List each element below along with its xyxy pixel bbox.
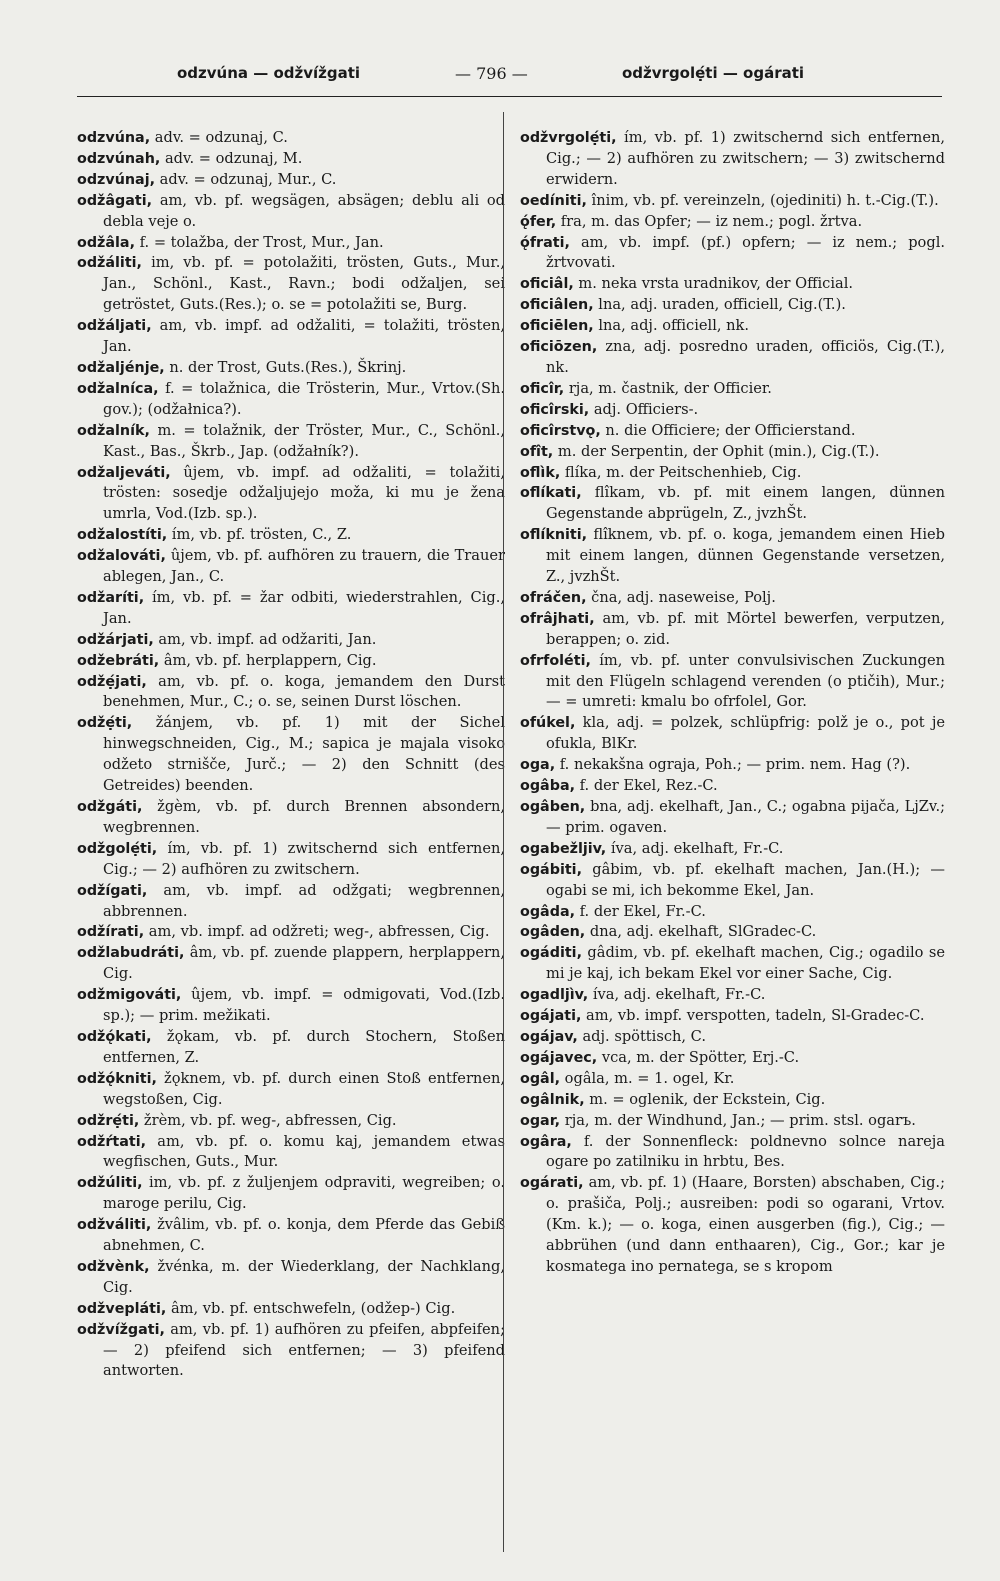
entry-headword: odžaljénje,: [77, 359, 165, 376]
entry-headword: odžalník,: [77, 422, 150, 439]
dictionary-entry: [520, 421, 945, 442]
dictionary-entry: [77, 672, 505, 714]
entry-headword: odžaríti,: [77, 589, 145, 606]
entry-headword: ofráčen,: [520, 589, 587, 606]
entry-definition: ogâla, m. = 1. ogel, Kr.: [560, 1069, 735, 1087]
entry-headword: odžlabudráti,: [77, 945, 185, 962]
entry-definition: lna, adj. officiell, nk.: [593, 317, 750, 335]
running-head: [77, 64, 940, 90]
entry-definition: gâbim, vb. pf. ekelhaft machen, Jan.(H.); — ogabi se mi, ich bekomme Ekel, Jan.: [546, 860, 945, 899]
entry-headword: ogâra,: [520, 1133, 572, 1150]
entry-definition: âm, vb. pf. zuende plappern, herplappern, Cig.: [103, 944, 505, 983]
dictionary-entry: [77, 379, 505, 421]
entry-headword: ogâl,: [520, 1070, 561, 1087]
dictionary-entry: [77, 588, 505, 630]
entry-headword: ogâben,: [520, 799, 586, 815]
dictionary-entry: [77, 881, 505, 923]
entry-headword: ǫ́fer,: [520, 213, 557, 230]
dictionary-entry: [77, 1132, 505, 1174]
entry-headword: oficîrstvǫ,: [520, 422, 601, 439]
dictionary-entry: [77, 233, 505, 254]
dictionary-entry: [77, 1069, 505, 1111]
column-divider: [503, 112, 504, 1552]
entry-definition: am, vb. impf. (pf.) opfern; — iz nem.; pogl. žrtvovati.: [546, 233, 945, 272]
dictionary-entry: [520, 483, 945, 525]
dictionary-entry: [520, 337, 945, 379]
entry-headword: oflìk,: [520, 464, 561, 481]
dictionary-entry: [520, 1006, 945, 1027]
dictionary-entry: [520, 985, 945, 1006]
entry-definition: âm, vb. pf. herplappern, Cig.: [159, 651, 377, 669]
entry-definition: am, vb. pf. wegsägen, absägen; deblu ali od debla veje o.: [103, 191, 505, 230]
entry-headword: oga,: [520, 757, 556, 774]
entry-definition: gâdim, vb. pf. ekelhaft machen, Cig.; ogadilo se mi je kaj, ich bekam Ekel vor einer Sache, Cig.: [546, 944, 945, 983]
entry-headword: oficîrski,: [520, 401, 590, 418]
dictionary-entry: [77, 358, 505, 379]
entry-headword: odžŕtati,: [77, 1133, 147, 1150]
entry-headword: odžaljeváti,: [77, 464, 171, 481]
entry-definition: íva, adj. ekelhaft, Fr.-C.: [588, 986, 766, 1004]
entry-headword: odžgáti,: [77, 799, 143, 815]
dictionary-entry: [520, 1132, 945, 1174]
entry-headword: odžárjati,: [77, 631, 154, 648]
entry-definition: bna, adj. ekelhaft, Jan., C.; ogabna pijača, LjZv.; — prim. ogaven.: [546, 798, 945, 836]
entry-headword: odžẹ́jati,: [77, 673, 147, 690]
entry-definition: âm, vb. pf. entschwefeln, (odžep-) Cig.: [166, 1299, 456, 1317]
entry-definition: am, vb. impf. ad odžariti, Jan.: [153, 630, 377, 648]
entry-headword: odžáljati,: [77, 318, 152, 335]
dictionary-entry: [520, 525, 945, 588]
entry-headword: ofît,: [520, 443, 554, 460]
entry-headword: oficiōzen,: [520, 339, 598, 356]
entry-headword: odžǫ́kati,: [77, 1028, 152, 1045]
entry-headword: ogâba,: [520, 778, 576, 795]
entry-definition: am, vb. pf. o. komu kaj, jemandem etwas wegfischen, Guts., Mur.: [103, 1132, 505, 1171]
entry-headword: odžebráti,: [77, 652, 160, 669]
entry-definition: ím, vb. pf. unter convulsivischen Zuckungen mit den Flügeln schlagend verenden (o ptičih), Mur.; — = umreti: kmalu bo ofrfolel, Gor.: [546, 651, 945, 711]
entry-headword: odžírati,: [77, 924, 145, 941]
dictionary-entry: [520, 295, 945, 316]
entry-definition: žánjem, vb. pf. 1) mit der Sichel hinwegschneiden, Cig., M.; sapica je majala visoko odžeto strnišče, Jurč.; — 2) den Schnitt (des Getreides) beenden.: [103, 714, 505, 795]
entry-headword: ogâden,: [520, 924, 586, 941]
dictionary-entry: [77, 1173, 505, 1215]
entry-definition: am, vb. impf. verspotten, tadeln, Sl-Gradec-C.: [581, 1007, 925, 1025]
entry-headword: odžmigováti,: [77, 987, 182, 1004]
entry-headword: ogadljìv,: [520, 987, 589, 1004]
entry-definition: flîknem, vb. pf. o. koga, jemandem einen Hieb mit einem langen, dünnen Gegenstande versetzen, Z., jvzhŠt.: [546, 526, 945, 586]
entry-definition: im, vb. pf. = potolažiti, trösten, Guts., Mur., Jan., Schönl., Kast., Ravn.; bodi odžaljen, sei getröstet, Guts.(Res.); o. se = potolažiti se, Burg.: [103, 254, 505, 314]
dictionary-entry: [520, 588, 945, 609]
entry-headword: odžváliti,: [77, 1217, 152, 1234]
dictionary-entry: [77, 797, 505, 839]
entry-definition: žǫknem, vb. pf. durch einen Stoß entfernen, wegstoßen, Cig.: [103, 1069, 505, 1108]
entry-definition: f. = tolažba, der Trost, Mur., Jan.: [135, 233, 384, 251]
dictionary-entry: [520, 442, 945, 463]
entry-headword: odžgolẹ́ti,: [77, 840, 158, 857]
dictionary-entry: [77, 1027, 505, 1069]
entry-definition: žrèm, vb. pf. weg-, abfressen, Cig.: [139, 1111, 397, 1129]
header-first-headword: odzvúna — odžvížgati: [177, 64, 361, 82]
entry-headword: odžígati,: [77, 882, 148, 899]
entry-definition: kla, adj. = polzek, schlüpfrig: polž je o., pot je ofukla, BlKr.: [546, 714, 945, 753]
dictionary-entry: [77, 713, 505, 797]
entry-definition: žgèm, vb. pf. durch Brennen absondern, wegbrennen.: [103, 798, 505, 836]
entry-definition: am, vb. impf. ad odžreti; weg-, abfressen, Cig.: [144, 923, 490, 941]
entry-definition: čna, adj. naseweise, Polj.: [586, 588, 776, 606]
entry-definition: ûjem, vb. pf. aufhören zu trauern, die Trauer ablegen, Jan., C.: [103, 547, 505, 586]
entry-definition: ím, vb. pf. 1) zwitschernd sich entfernen, Cig.; — 2) aufhören zu zwitschern.: [103, 839, 505, 878]
dictionary-entry: [520, 713, 945, 755]
dictionary-entry: [520, 609, 945, 651]
entry-definition: lna, adj. uraden, officiell, Cig.(T.).: [593, 296, 846, 314]
entry-headword: odžẹ́ti,: [77, 715, 133, 732]
entry-definition: am, vb. pf. 1) (Haare, Borsten) abschaben, Cig.; o. prašiča, Polj.; ausreiben: podi so ogarani, Vrtov.(Km. k.); — o. koga, einen ausgerben (fig.), Cig.; — abbrühen (und dann enthaaren), Cig., Gor.; kar je kosmatega ino pernatega, se s kropom: [546, 1174, 945, 1275]
entry-headword: ogar,: [520, 1112, 561, 1129]
entry-headword: odzvúna,: [77, 130, 151, 146]
dictionary-entry: [520, 316, 945, 337]
entry-definition: adj. Officiers-.: [589, 400, 699, 418]
dictionary-entry: [77, 149, 505, 170]
dictionary-entry: [77, 1111, 505, 1132]
entry-headword: odžǫ́kniti,: [77, 1070, 157, 1087]
dictionary-entry: [520, 233, 945, 275]
entry-definition: žǫkam, vb. pf. durch Stochern, Stoßen entfernen, Z.: [103, 1027, 505, 1066]
entry-definition: ím, vb. pf. trösten, C., Z.: [167, 526, 352, 544]
entry-headword: odžalostíti,: [77, 527, 168, 544]
entry-definition: m. neka vrsta uradnikov, der Official.: [573, 275, 854, 293]
dictionary-entry: [77, 651, 505, 672]
entry-headword: oficiēlen,: [520, 318, 594, 335]
dictionary-entry: [77, 922, 505, 943]
entry-headword: odžúliti,: [77, 1175, 143, 1192]
entry-headword: ogájavec,: [520, 1049, 598, 1066]
entry-definition: am, vb. pf. o. koga, jemandem den Durst benehmen, Mur., C.; o. se, seinen Durst löschen.: [103, 672, 505, 711]
entry-definition: f. nekakšna ograja, Poh.; — prim. nem. Hag (?).: [555, 756, 911, 774]
dictionary-entry: [520, 755, 945, 776]
dictionary-entry: [77, 985, 505, 1027]
entry-definition: m. der Serpentin, der Ophit (min.), Cig.(T.).: [553, 442, 880, 460]
entry-definition: adj. spöttisch, C.: [577, 1027, 706, 1045]
entry-headword: oflíkati,: [520, 485, 582, 502]
entry-headword: ǫ́frati,: [520, 234, 570, 251]
entry-headword: ogáditi,: [520, 945, 583, 962]
entry-definition: ím, vb. pf. = žar odbiti, wiederstrahlen, Cig., Jan.: [103, 588, 505, 627]
entry-headword: odžalováti,: [77, 548, 166, 565]
dictionary-entry: [520, 943, 945, 985]
entry-definition: zna, adj. posredno uraden, officiös, Cig.(T.), nk.: [546, 338, 945, 376]
dictionary-entry: [520, 1069, 945, 1090]
entry-headword: odžáliti,: [77, 255, 142, 272]
entry-headword: oedíniti,: [520, 192, 587, 209]
dictionary-entry: [520, 191, 945, 212]
dictionary-entry: [520, 902, 945, 923]
entry-headword: ogábiti,: [520, 861, 583, 878]
entry-definition: am, vb. impf. ad odžgati; wegbrennen, abbrennen.: [103, 881, 505, 920]
entry-definition: žvâlim, vb. pf. o. konja, dem Pferde das Gebiß abnehmen, C.: [103, 1216, 505, 1255]
entry-headword: odzvúnah,: [77, 150, 161, 167]
entry-definition: am, vb. pf. 1) aufhören zu pfeifen, abpfeifen; — 2) pfeifend sich entfernen; — 3) pfeifend antworten.: [103, 1320, 505, 1380]
entry-headword: ogâda,: [520, 903, 576, 920]
entry-headword: oflíkniti,: [520, 527, 588, 544]
entry-definition: ûjem, vb. impf. ad odžaliti, = tolažiti, trösten: sosedje odžaljujejo moža, ki mu je žena umrla, Vod.(Izb. sp.).: [103, 463, 505, 523]
dictionary-entry: [520, 379, 945, 400]
entry-definition: adv. = odzunaj, Mur., C.: [155, 170, 337, 188]
dictionary-entry: [520, 274, 945, 295]
dictionary-entry: [520, 839, 945, 860]
dictionary-entry: [520, 463, 945, 484]
entry-definition: n. die Officiere; der Officierstand.: [600, 421, 856, 439]
entry-headword: odžvrgolẹ́ti,: [520, 130, 617, 146]
entry-definition: adv. = odzunaj, M.: [160, 149, 303, 167]
entry-headword: odžâgati,: [77, 192, 153, 209]
dictionary-entry: [520, 400, 945, 421]
entry-definition: m. = tolažnik, der Tröster, Mur., C., Schönl., Kast., Bas., Škrb., Jap. (odžałník?).: [103, 421, 505, 460]
entry-headword: oficiâlen,: [520, 297, 594, 314]
entry-headword: ogájav,: [520, 1028, 578, 1045]
dictionary-entry: [520, 797, 945, 839]
dictionary-entry: [77, 463, 505, 526]
dictionary-entry: [77, 1215, 505, 1257]
dictionary-entry: [77, 630, 505, 651]
entry-headword: ofrâjhati,: [520, 610, 595, 627]
entry-headword: ogabežljiv,: [520, 840, 607, 857]
entry-headword: oficiâl,: [520, 276, 574, 293]
dictionary-entry: [520, 212, 945, 233]
entry-headword: odzvúnaj,: [77, 171, 156, 188]
header-rule: [77, 96, 942, 97]
entry-headword: oficîr,: [520, 380, 565, 397]
entry-definition: f. der Sonnenfleck: poldnevno solnce nareja ogare po zatilniku in hrbtu, Bes.: [546, 1132, 945, 1171]
dictionary-entry: [520, 1090, 945, 1111]
entry-definition: m. = oglenik, der Eckstein, Cig.: [584, 1090, 826, 1108]
dictionary-entry: [77, 128, 505, 149]
entry-definition: rja, m. der Windhund, Jan.; — prim. stsl. ogarъ.: [560, 1111, 916, 1129]
entry-headword: ogárati,: [520, 1175, 584, 1192]
entry-headword: odžvènk,: [77, 1258, 150, 1275]
dictionary-entry: [77, 1257, 505, 1299]
dictionary-entry: [520, 860, 945, 902]
entry-definition: am, vb. pf. mit Mörtel bewerfen, verputzen, berappen; o. zid.: [546, 609, 945, 648]
header-last-headword: odžvrgolẹ́ti — ogárati: [622, 64, 805, 82]
dictionary-entry: [520, 1048, 945, 1069]
dictionary-entry: [520, 776, 945, 797]
dictionary-entry: [77, 1299, 505, 1320]
entry-definition: im, vb. pf. z žuljenjem odpraviti, wegreiben; o. maroge perilu, Cig.: [103, 1174, 505, 1213]
entry-headword: ofúkel,: [520, 715, 576, 732]
dictionary-entry: [520, 1173, 945, 1278]
dictionary-entry: [520, 651, 945, 714]
dictionary-entry: [520, 1027, 945, 1048]
entry-headword: odžâla,: [77, 234, 136, 251]
entry-definition: vca, m. der Spötter, Erj.-C.: [597, 1048, 800, 1066]
entry-headword: ogâlnik,: [520, 1091, 585, 1108]
entry-definition: înim, vb. pf. vereinzeln, (ojediniti) h. t.-Cig.(T.).: [586, 191, 939, 209]
dictionary-entry: [77, 191, 505, 233]
right-column: [520, 128, 945, 1278]
entry-definition: am, vb. impf. ad odžaliti, = tolažiti, trösten, Jan.: [103, 317, 505, 356]
dictionary-entry: [77, 316, 505, 358]
entry-headword: odžvížgati,: [77, 1321, 165, 1338]
entry-definition: n. der Trost, Guts.(Res.), Škrinj.: [164, 358, 407, 376]
left-column: [77, 128, 505, 1382]
dictionary-entry: [77, 170, 505, 191]
page-number: — 796 —: [455, 64, 528, 83]
entry-headword: odžalníca,: [77, 380, 159, 397]
entry-definition: íva, adj. ekelhaft, Fr.-C.: [606, 839, 784, 857]
entry-definition: ûjem, vb. impf. = odmigovati, Vod.(Izb. sp.); — prim. mežikati.: [103, 986, 505, 1025]
dictionary-entry: [77, 546, 505, 588]
entry-definition: rja, m. častnik, der Officier.: [564, 379, 772, 397]
entry-headword: odžvepláti,: [77, 1300, 167, 1317]
dictionary-entry: [77, 839, 505, 881]
dictionary-entry: [520, 1111, 945, 1132]
entry-definition: žvénka, m. der Wiederklang, der Nachklang, Cig.: [103, 1257, 505, 1296]
entry-headword: odžrẹ́ti,: [77, 1112, 140, 1129]
entry-headword: ogájati,: [520, 1008, 582, 1025]
entry-definition: fra, m. das Opfer; — iz nem.; pogl. žrtva.: [556, 212, 863, 230]
dictionary-entry: [520, 922, 945, 943]
entry-definition: flîkam, vb. pf. mit einem langen, dünnen Gegenstande abprügeln, Z., jvzhŠt.: [546, 484, 945, 523]
entry-definition: f. der Ekel, Rez.-C.: [575, 777, 718, 795]
entry-definition: f. der Ekel, Fr.-C.: [575, 902, 706, 920]
dictionary-entry: [77, 253, 505, 316]
entry-definition: f. = tolažnica, die Trösterin, Mur., Vrtov.(Sh. gov.); (odžałnica?).: [103, 379, 505, 418]
entry-definition: dna, adj. ekelhaft, SlGradec-C.: [585, 923, 817, 941]
dictionary-entry: [77, 1320, 505, 1383]
dictionary-entry: [77, 525, 505, 546]
dictionary-entry: [520, 128, 945, 191]
dictionary-entry: [77, 421, 505, 463]
entry-headword: ofrfoléti,: [520, 652, 591, 669]
entry-definition: ím, vb. pf. 1) zwitschernd sich entfernen, Cig.; — 2) aufhören zu zwitschern; — 3) zwitschernd erwidern.: [546, 129, 945, 188]
entry-definition: flíka, m. der Peitschenhieb, Cig.: [560, 463, 802, 481]
dictionary-entry: [77, 943, 505, 985]
entry-definition: adv. = odzunaj, C.: [150, 129, 288, 146]
